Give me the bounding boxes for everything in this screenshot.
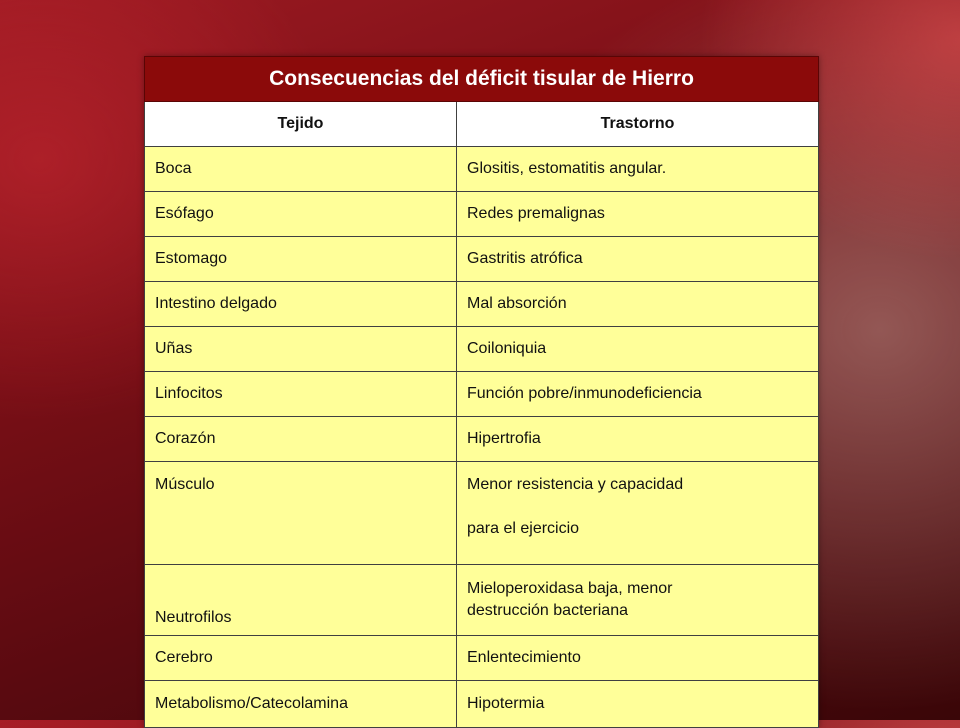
cell-trastorno-line-1: Menor resistencia y capacidad (467, 476, 684, 493)
column-header-trastorno: Trastorno (457, 102, 819, 147)
iron-deficiency-table (144, 56, 819, 728)
cell-trastorno: Glositis, estomatitis angular. (457, 147, 819, 192)
cell-trastorno: Gastritis atrófica (457, 237, 819, 282)
cell-tejido: Boca (145, 147, 457, 192)
cell-tejido: Corazón (145, 417, 457, 462)
cell-trastorno-line-1: Mieloperoxidasa baja, menor (467, 580, 673, 597)
cell-tejido (145, 462, 457, 565)
column-header-tejido: Tejido (145, 102, 457, 147)
table-row (145, 192, 819, 237)
cell-tejido: Metabolismo/Catecolamina (145, 681, 457, 728)
table-title: Consecuencias del déficit tisular de Hierro (145, 57, 819, 102)
table-title-row (145, 57, 819, 102)
cell-tejido: Linfocitos (145, 372, 457, 417)
table-header-row (145, 102, 819, 147)
cell-tejido: Esófago (145, 192, 457, 237)
cell-trastorno: Hipertrofia (457, 417, 819, 462)
cell-trastorno: Mal absorción (457, 282, 819, 327)
cell-trastorno (457, 462, 819, 565)
cell-trastorno: Coiloniquia (457, 327, 819, 372)
cell-trastorno-line-2: para el ejercicio (467, 520, 580, 537)
cell-tejido: Neutrofilos (145, 565, 457, 636)
table-row (145, 417, 819, 462)
table-row (145, 237, 819, 282)
cell-trastorno: Enlentecimiento (457, 636, 819, 681)
table-row (145, 147, 819, 192)
cell-tejido: Intestino delgado (145, 282, 457, 327)
table-row (145, 282, 819, 327)
cell-trastorno (457, 565, 819, 636)
table-row (145, 462, 819, 565)
cell-tejido: Estomago (145, 237, 457, 282)
cell-trastorno: Redes premalignas (457, 192, 819, 237)
cell-tejido-text: Músculo (155, 476, 215, 493)
table-row (145, 565, 819, 636)
table-row (145, 372, 819, 417)
table-row (145, 327, 819, 372)
cell-trastorno-line-2: destrucción bacteriana (467, 602, 628, 619)
cell-tejido: Uñas (145, 327, 457, 372)
cell-tejido: Cerebro (145, 636, 457, 681)
cell-trastorno: Hipotermia (457, 681, 819, 728)
cell-trastorno: Función pobre/inmunodeficiencia (457, 372, 819, 417)
table-row (145, 636, 819, 681)
table-row (145, 681, 819, 728)
